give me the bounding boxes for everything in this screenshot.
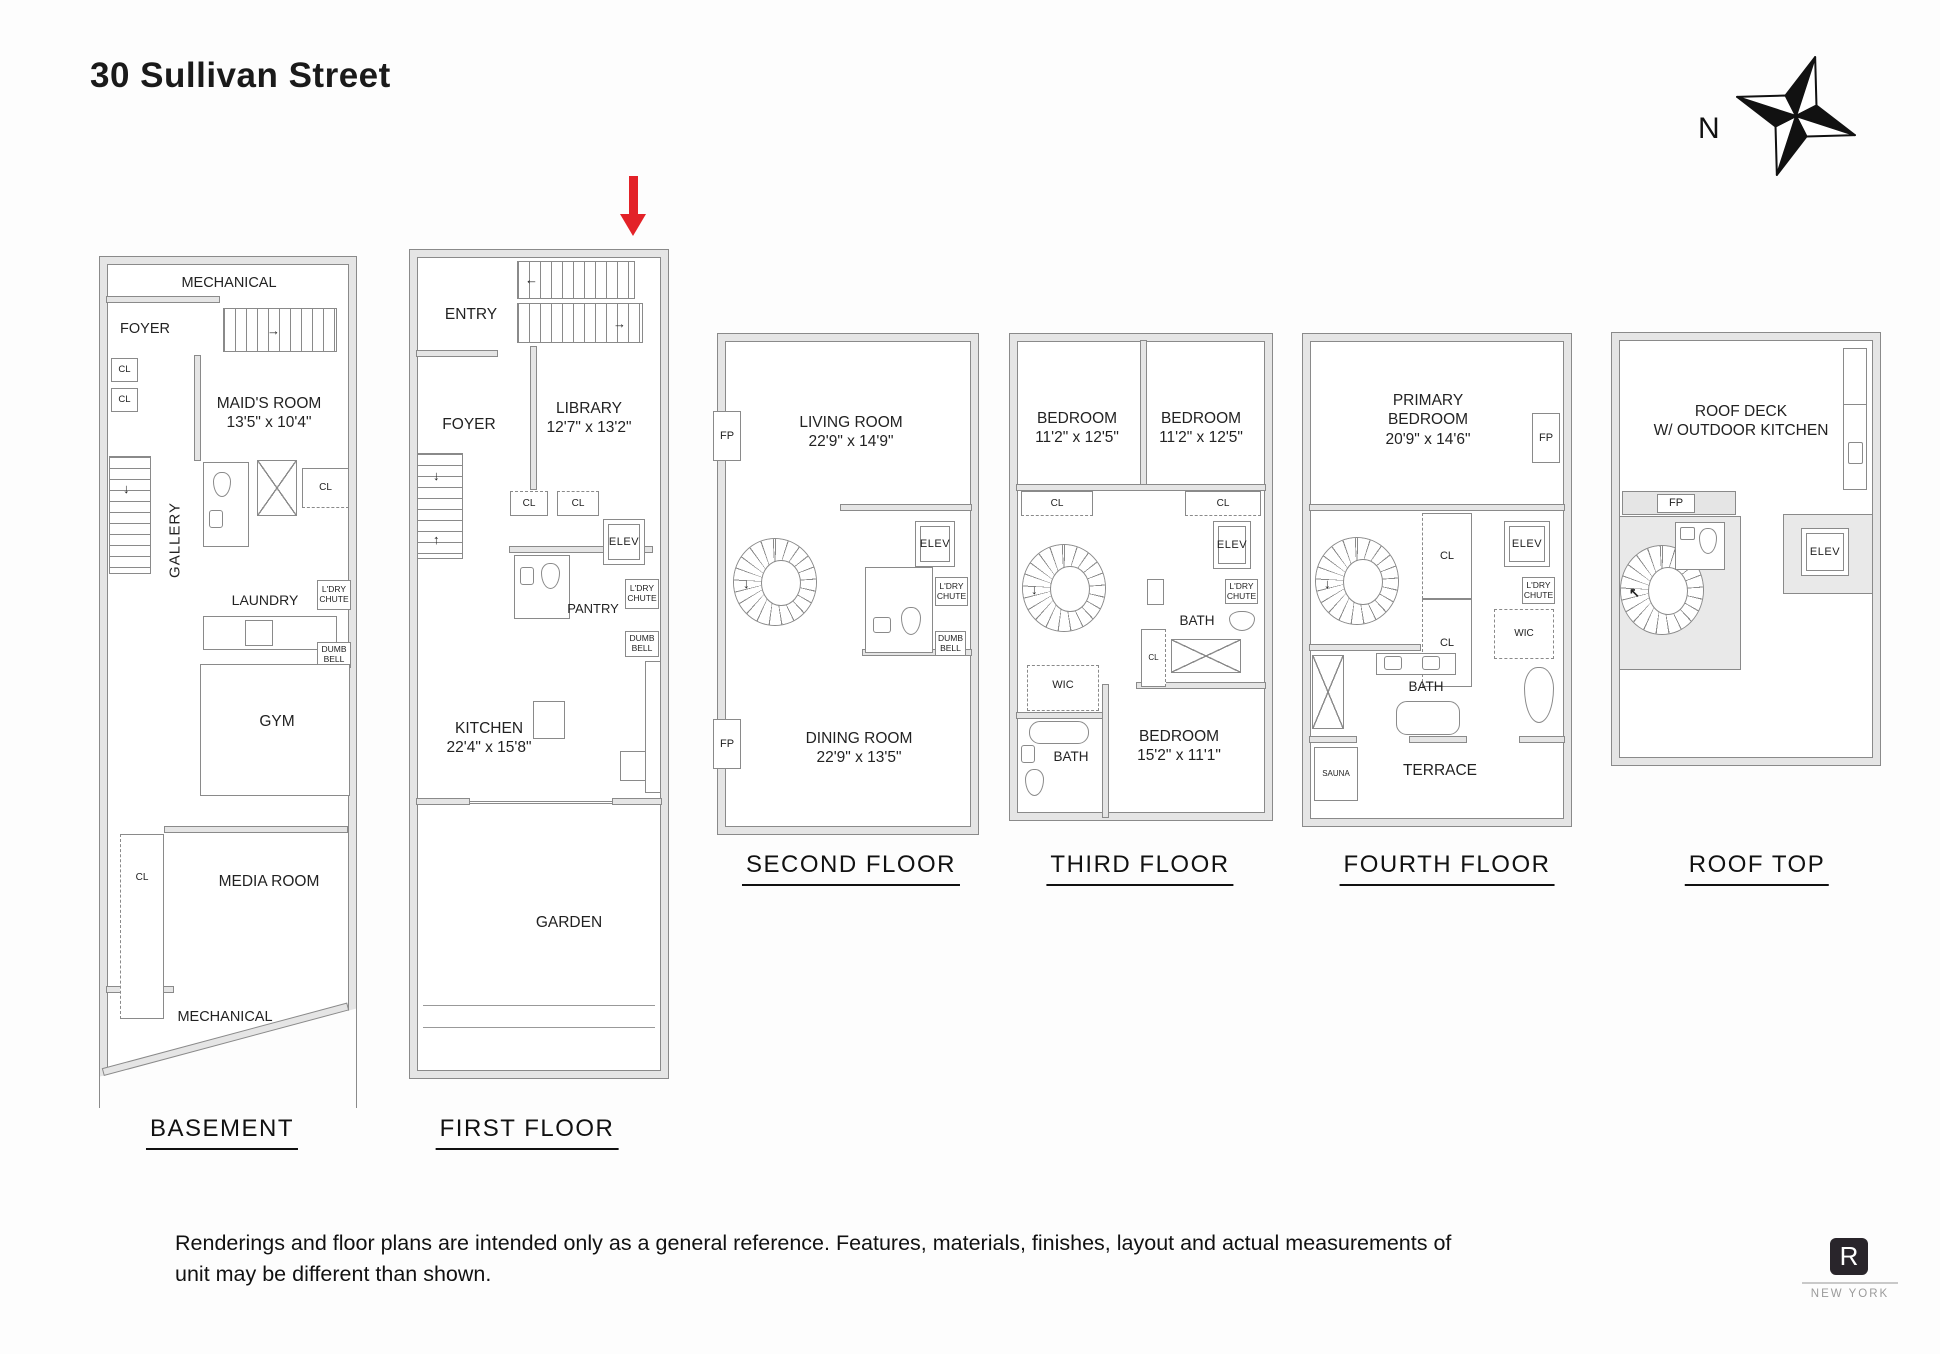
elevator xyxy=(1504,521,1550,567)
wall xyxy=(107,297,219,302)
fireplace-label: FP xyxy=(719,429,735,442)
closet-tall xyxy=(120,834,164,1019)
sink-icon xyxy=(209,510,223,528)
floor-label-second: SECOND FLOOR xyxy=(742,851,960,886)
room-label: LIVING ROOM xyxy=(799,414,903,431)
closet-label: CL xyxy=(1216,497,1230,509)
room-label: ENTRY xyxy=(444,306,498,323)
walk-in-closet xyxy=(1494,609,1554,659)
compass xyxy=(1692,48,1902,198)
room-dims: 13'5" x 10'4" xyxy=(226,414,312,432)
wall xyxy=(841,505,971,510)
staircase-down xyxy=(417,453,463,559)
room-bedroom-a xyxy=(1035,409,1119,448)
room-library xyxy=(546,399,631,438)
room-label: BEDROOM xyxy=(1160,410,1242,427)
room-label: BATH xyxy=(1053,749,1089,764)
closet-a xyxy=(1021,491,1093,516)
room-roof-deck xyxy=(1654,402,1829,441)
sauna xyxy=(1314,747,1358,801)
shower xyxy=(1171,639,1241,673)
wall xyxy=(1310,737,1356,742)
stair-arrow-right: → xyxy=(613,316,626,331)
closet-a xyxy=(510,491,548,516)
logo-letter: R xyxy=(1839,1241,1859,1271)
dumbwaiter xyxy=(625,631,659,657)
room-media xyxy=(219,872,320,891)
sauna-label: SAUNA xyxy=(1322,769,1350,779)
sink-icon xyxy=(1147,579,1164,605)
wall xyxy=(165,827,347,832)
dumbwaiter xyxy=(935,631,966,656)
laundry-chute-label: L'DRY CHUTE xyxy=(1523,579,1554,600)
elevator-label: ELEV xyxy=(1809,546,1841,558)
floor-label-third: THIRD FLOOR xyxy=(1046,851,1233,886)
logo-divider xyxy=(1802,1282,1898,1284)
closet-a xyxy=(111,358,138,382)
fireplace xyxy=(1532,413,1560,463)
room-dims: 22'9" x 14'9" xyxy=(808,433,894,451)
room-bath-b xyxy=(1053,749,1088,766)
elevator-label: ELEV xyxy=(1216,539,1248,551)
room-label: GYM xyxy=(259,713,295,730)
room-label: KITCHEN xyxy=(454,720,524,737)
stair-arrow-down: ↓ xyxy=(1324,576,1331,591)
laundry-chute xyxy=(317,580,351,610)
floor-label-fourth: FOURTH FLOOR xyxy=(1340,851,1555,886)
room-label: BATH xyxy=(1408,679,1444,694)
closet-b xyxy=(1185,491,1261,516)
laundry-chute xyxy=(1522,577,1555,604)
laundry-chute xyxy=(625,579,659,609)
room-label: BEDROOM xyxy=(1036,410,1118,427)
wic-label xyxy=(1052,679,1073,693)
stair-arrow-down: ↓ xyxy=(1031,582,1038,597)
room-label: MECHANICAL xyxy=(181,275,277,291)
room-bedroom-c xyxy=(1137,727,1221,766)
bathtub-icon xyxy=(1029,721,1089,744)
room-gallery: GALLERY xyxy=(166,502,184,578)
room-label: WIC xyxy=(1052,679,1074,691)
sink-icon xyxy=(1848,442,1863,464)
elevator-label: ELEV xyxy=(919,538,951,550)
elevator-label: ELEV xyxy=(1511,538,1543,550)
brand-logo xyxy=(1798,1238,1902,1308)
room-label: PRIMARY BEDROOM xyxy=(1387,392,1469,429)
fireplace-label: FP xyxy=(1668,497,1684,510)
room-label: MAID'S ROOM xyxy=(216,395,322,412)
wall xyxy=(1520,737,1564,742)
laundry-chute-label: L'DRY CHUTE xyxy=(319,584,349,604)
elevator xyxy=(915,521,955,567)
sink-icon xyxy=(873,617,891,633)
sink-icon xyxy=(1422,656,1440,670)
room-garden xyxy=(536,913,602,932)
outdoor-kitchen-counter xyxy=(1843,348,1867,490)
room-foyer xyxy=(442,415,495,434)
toilet-icon xyxy=(1229,611,1255,631)
room-terrace xyxy=(1403,761,1477,780)
garden-paving-line xyxy=(423,1027,655,1028)
closet-a xyxy=(1422,513,1472,599)
room-label: TERRACE xyxy=(1402,762,1478,779)
room-label: FOYER xyxy=(442,416,496,433)
entry-marker-arrow xyxy=(618,176,648,238)
stair-arrow-up: ↑ xyxy=(433,532,440,547)
wall xyxy=(1017,485,1265,490)
room-sublabel: W/ OUTDOOR KITCHEN xyxy=(1653,422,1829,440)
room-living xyxy=(799,413,902,452)
wall xyxy=(1141,341,1146,487)
closet-label: CL xyxy=(1148,653,1159,663)
room-pantry xyxy=(567,601,619,617)
floorplan-basement xyxy=(100,257,356,1107)
room-entry xyxy=(445,305,497,324)
room-mechanical-top xyxy=(181,274,276,292)
elevator xyxy=(1213,521,1251,569)
room-label: BEDROOM xyxy=(1138,728,1220,745)
floor-label-first: FIRST FLOOR xyxy=(436,1115,619,1150)
elevator-shaft xyxy=(257,460,297,516)
closet-label: CL xyxy=(319,482,332,494)
room-label: MEDIA ROOM xyxy=(218,873,320,890)
floorplan-roof xyxy=(1612,333,1880,765)
wall xyxy=(195,356,200,460)
room-label: BATH xyxy=(1179,613,1215,628)
wall xyxy=(613,799,661,804)
room-label: GARDEN xyxy=(535,914,603,931)
compass-rose-icon xyxy=(1713,33,1879,199)
room-primary-bedroom xyxy=(1362,391,1494,449)
closet-b xyxy=(111,388,138,412)
room-label: ROOF DECK xyxy=(1694,403,1788,420)
logo-city: NEW YORK xyxy=(1810,1288,1890,1300)
room-label: MECHANICAL xyxy=(177,1009,273,1025)
powder-room xyxy=(865,567,933,653)
sink-icon xyxy=(1680,527,1695,540)
closet-label: CL xyxy=(1439,636,1455,649)
staircase-down xyxy=(109,456,151,574)
wall xyxy=(417,799,469,804)
room-dims: 20'9" x 14'6" xyxy=(1385,430,1471,448)
floorplan-second xyxy=(718,334,978,834)
wall xyxy=(1310,645,1420,650)
room-dims: 11'2" x 12'5" xyxy=(1035,429,1119,447)
stair-arrow-right: → xyxy=(267,323,280,338)
closet-d xyxy=(136,872,149,885)
page-title: 30 Sullivan Street xyxy=(90,56,391,95)
room-gym xyxy=(259,712,294,731)
wall xyxy=(1310,505,1564,510)
closet-label: CL xyxy=(571,497,585,509)
closet-label: CL xyxy=(118,363,131,375)
counter xyxy=(645,661,661,793)
fireplace xyxy=(1657,494,1695,513)
closet-cl xyxy=(302,468,349,508)
garden-door xyxy=(469,801,613,804)
wall xyxy=(531,347,536,489)
stair-arrow-down: ↓ xyxy=(123,481,130,496)
room-dining xyxy=(806,729,913,768)
sink-icon xyxy=(520,567,534,585)
room-bath xyxy=(1408,679,1443,696)
closet-c xyxy=(1141,629,1166,687)
wall xyxy=(1410,737,1466,742)
room-dims: 15'2" x 11'1" xyxy=(1137,747,1221,765)
dumbwaiter-label: DUMB BELL xyxy=(629,633,655,653)
staircase-up xyxy=(223,308,337,352)
room-label: WIC xyxy=(1514,628,1534,640)
stair-arrow-down: ↓ xyxy=(433,468,440,483)
washer-icon xyxy=(245,620,273,646)
counter-divider xyxy=(1844,404,1866,405)
entry-arrow-shaft xyxy=(629,176,638,214)
bathtub-icon xyxy=(1396,701,1460,735)
fireplace xyxy=(713,719,741,769)
floor-label-roof: ROOF TOP xyxy=(1685,851,1829,886)
stair-arrow-down: ↓ xyxy=(743,576,750,591)
closet-label: CL xyxy=(1439,549,1455,562)
compass-north-label: N xyxy=(1698,112,1720,145)
entry-arrow-head xyxy=(620,214,646,236)
room-label: LIBRARY xyxy=(555,400,623,417)
garden-paving-line xyxy=(423,1005,655,1006)
sink-icon xyxy=(1021,745,1035,763)
room-label: PANTRY xyxy=(567,601,619,616)
disclaimer-text: Renderings and floor plans are intended only as a general reference. Features, materials, finishes, layout and actual measurements of unit may be different than shown. xyxy=(175,1231,1452,1287)
fireplace-label: FP xyxy=(1538,431,1554,444)
wall xyxy=(1017,713,1105,718)
room-foyer xyxy=(120,320,170,338)
powder-room xyxy=(514,555,570,619)
elevator-label: ELEV xyxy=(608,536,640,548)
laundry-chute-label: L'DRY CHUTE xyxy=(936,580,967,601)
room-label: DINING ROOM xyxy=(805,730,913,747)
shower xyxy=(1312,655,1344,729)
stove-icon xyxy=(620,751,646,781)
dumbwaiter-label: DUMB BELL xyxy=(937,632,964,653)
closet-b xyxy=(557,491,599,516)
floorplan-third xyxy=(1010,334,1272,820)
laundry-chute-label: L'DRY CHUTE xyxy=(1226,580,1257,601)
toilet-icon xyxy=(1524,667,1554,723)
wall xyxy=(417,351,497,356)
closet-label: CL xyxy=(118,393,131,405)
room-label: LAUNDRY xyxy=(231,592,299,608)
stair-arrow-up-left: ↖ xyxy=(1629,585,1640,600)
elevator xyxy=(1801,528,1849,576)
toilet-icon xyxy=(1025,769,1044,796)
wall xyxy=(1103,685,1108,817)
floorplan-fourth xyxy=(1303,334,1571,826)
room-dims: 22'4" x 15'8" xyxy=(446,739,532,757)
elevator xyxy=(603,519,645,565)
room-dims: 22'9" x 13'5" xyxy=(816,749,902,767)
room-dims: 11'2" x 12'5" xyxy=(1159,429,1243,447)
kitchen-island xyxy=(533,701,565,739)
room-dims: 12'7" x 13'2" xyxy=(546,419,632,437)
logo-mark xyxy=(1830,1238,1868,1275)
room-bedroom-b xyxy=(1159,409,1243,448)
room-mechanical-bottom xyxy=(177,1008,272,1026)
sink-icon xyxy=(1384,656,1402,670)
room-kitchen xyxy=(446,719,531,758)
laundry-chute-label: L'DRY CHUTE xyxy=(627,583,657,603)
stair-arrow-left: ← xyxy=(525,272,538,287)
laundry-chute xyxy=(1225,579,1258,604)
fireplace xyxy=(713,411,741,461)
closet-label: CL xyxy=(135,872,149,883)
room-label: FOYER xyxy=(120,321,170,337)
room-bath-a xyxy=(1179,613,1214,630)
floor-label-basement: BASEMENT xyxy=(146,1115,298,1150)
floorplan-first xyxy=(410,250,668,1078)
laundry-chute xyxy=(935,577,968,606)
dumbwaiter-label: DUMB BELL xyxy=(321,644,347,664)
closet-label: CL xyxy=(522,497,536,509)
fireplace-label: FP xyxy=(719,737,735,750)
room-laundry xyxy=(232,592,299,610)
closet-label: CL xyxy=(1050,497,1064,509)
room-maids xyxy=(217,394,322,433)
